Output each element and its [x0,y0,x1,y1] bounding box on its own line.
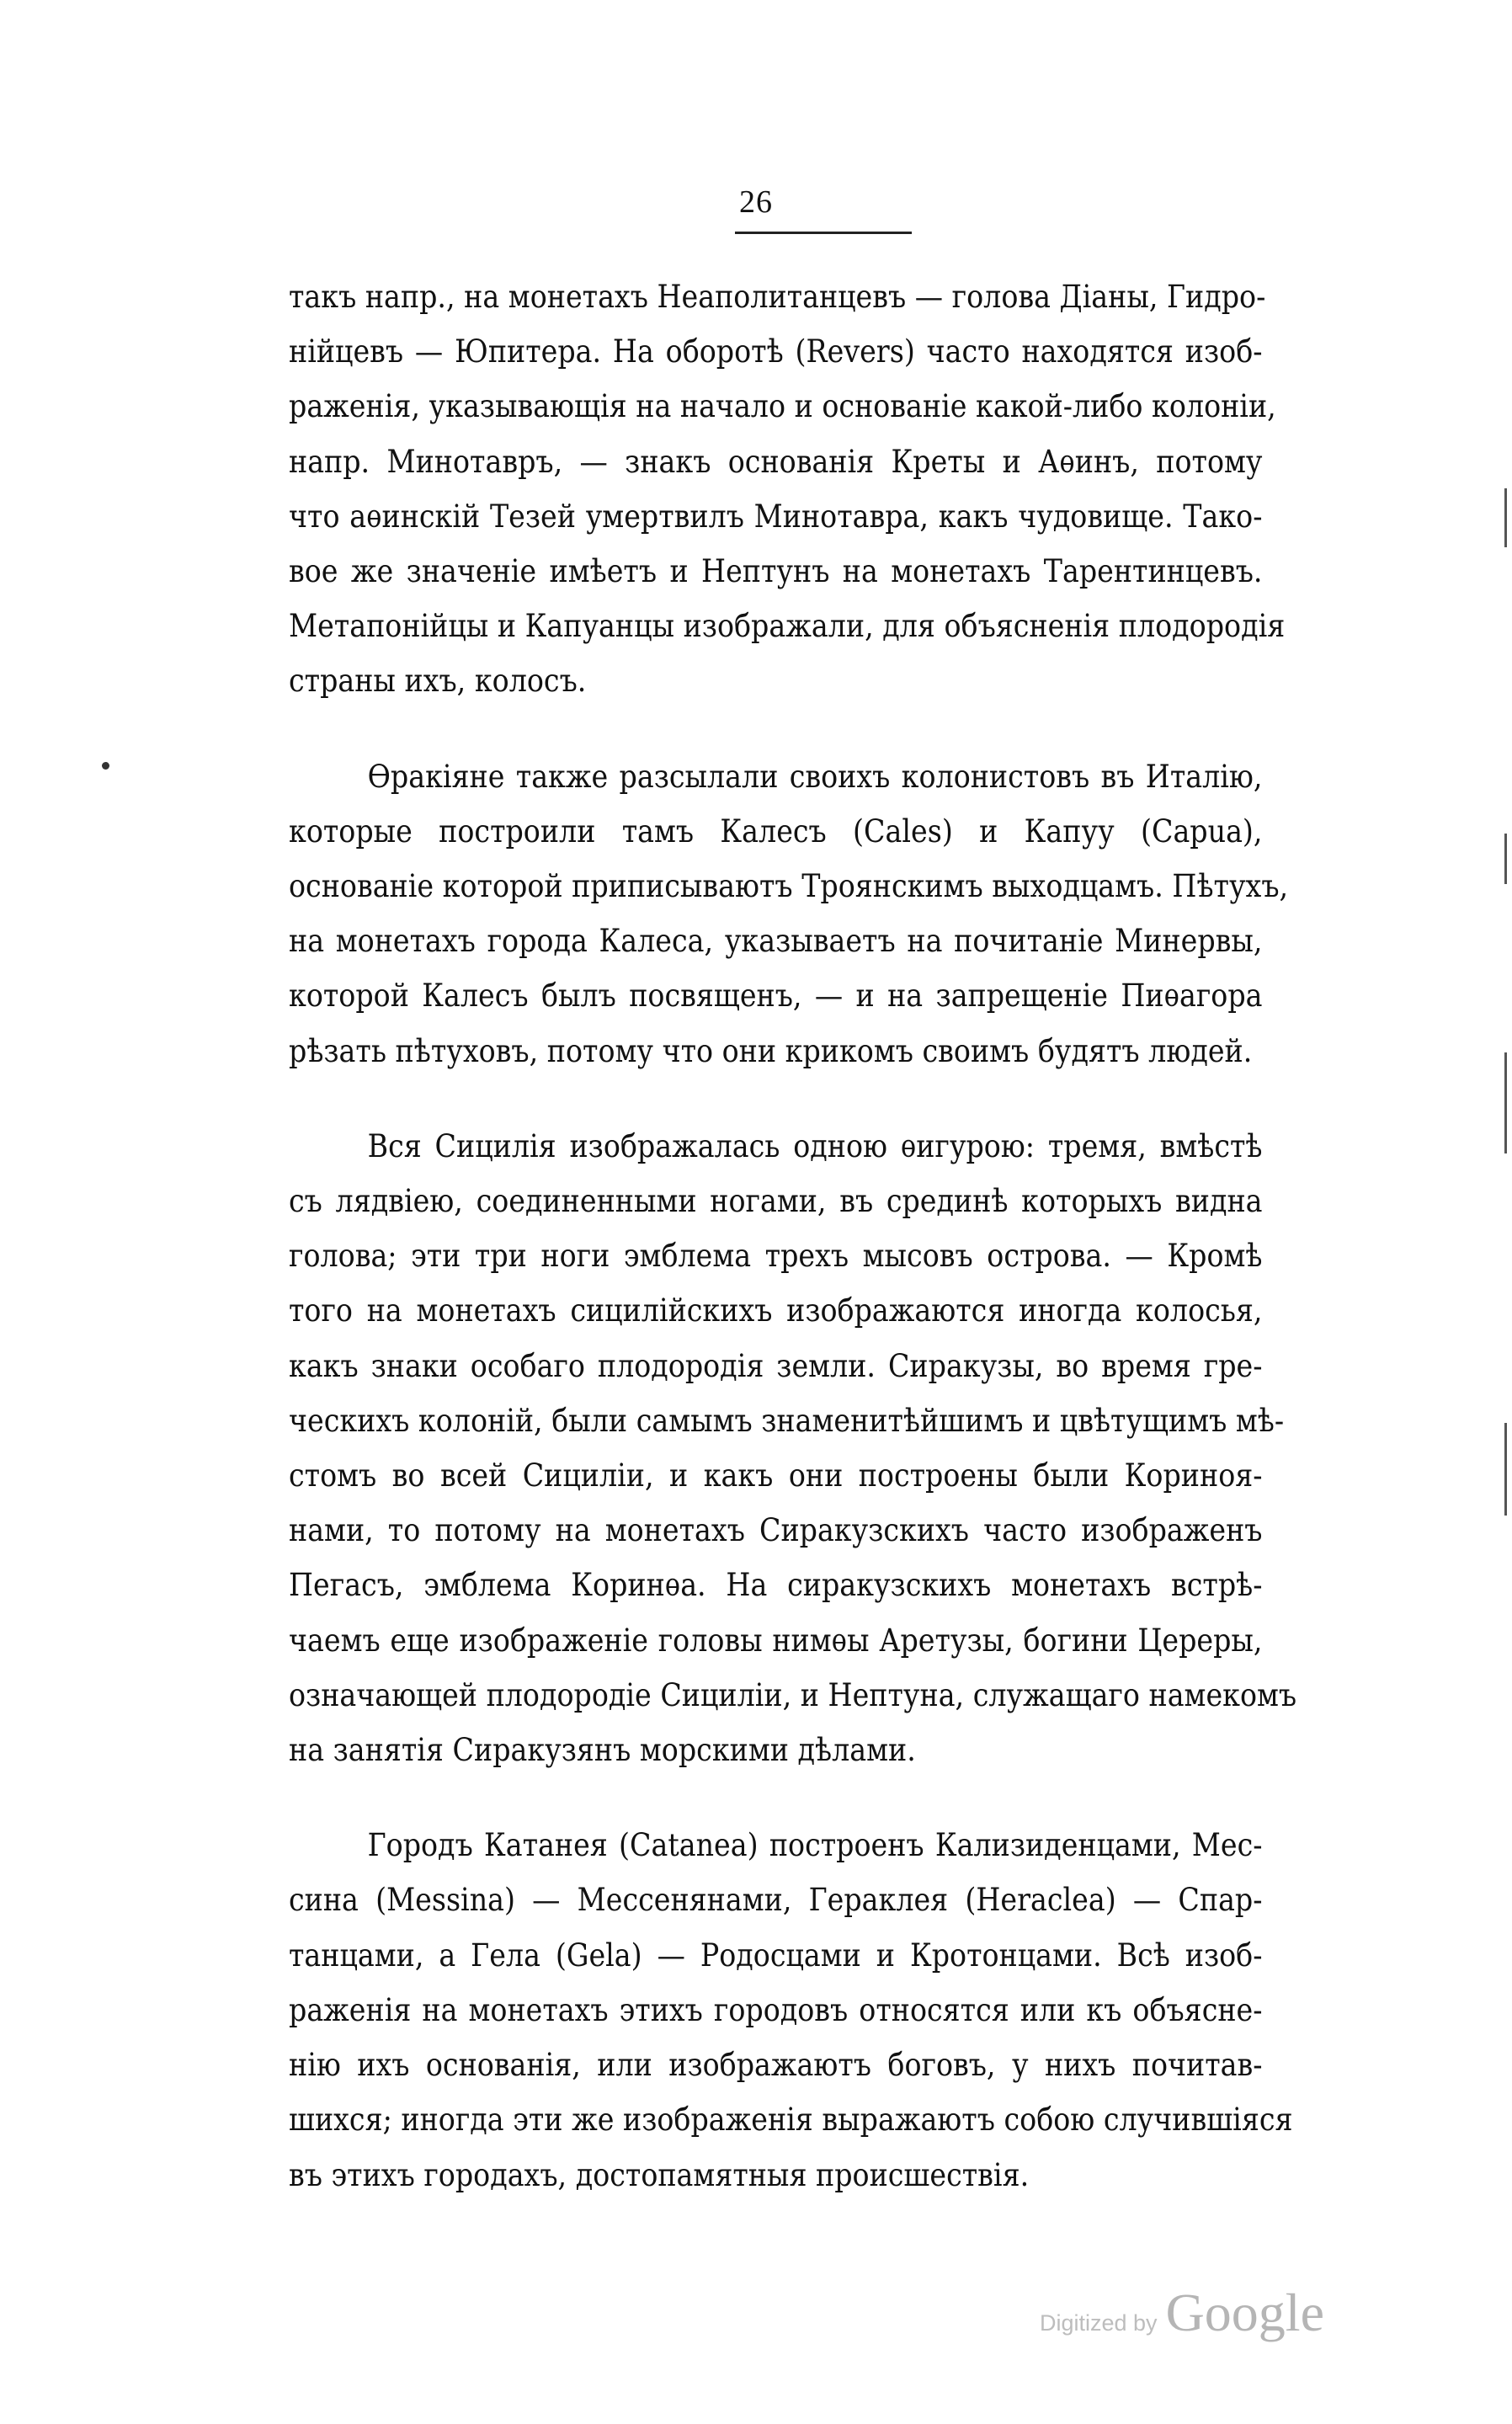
text-line: что аѳинскій Тезей умертвилъ Минотавра, какъ чудовище. Тако- [289,498,1263,535]
text-line: раженія на монетахъ этихъ городовъ относятся или къ объясне- [289,1991,1263,2028]
text-line: на монетахъ города Калеса, указываетъ на почитаніе Минервы, [289,923,1263,960]
text-line: ческихъ колоній, были самымъ знаменитѣйшимъ и цвѣтущимъ мѣ- [289,1402,1285,1439]
text-line: которые построили тамъ Калесъ (Cales) и Капуу (Capua), [289,812,1263,850]
body-text [289,269,1297,2203]
text-line: съ лядвіею, соединенными ногами, въ срединѣ которыхъ видна [289,1183,1263,1220]
text-line: раженія, указывающія на начало и основаніе какой-либо колоніи, [289,388,1276,425]
text-line: въ этихъ городахъ, достопамятныя происшествія. [289,2156,1030,2193]
paragraph [289,1119,1297,1777]
text-line: Пегасъ, эмблема Коринѳа. На сиракузскихъ монетахъ встрѣ- [289,1567,1263,1604]
text-line: Ѳракіяне также разсылали своихъ колонистовъ въ Италію, [367,758,1263,795]
text-line: сина (Messina) — Мессенянами, Гераклея (Heraclea) — Спар- [289,1882,1263,1919]
text-line: танцами, а Гела (Gela) — Родосцами и Кротонцами. Всѣ изоб- [289,1937,1263,1974]
text-line: такъ напр., на монетахъ Неаполитанцевъ — голова Діаны, Гидро- [289,279,1266,315]
text-line: голова; эти три ноги эмблема трехъ мысовъ острова. — Кромѣ [289,1238,1263,1275]
edge-mark [1504,1052,1507,1153]
paragraph [289,1818,1293,2202]
margin-dot [102,762,109,770]
text-line: на занятія Сиракузянъ морскими дѣлами. [289,1732,916,1769]
text-line: стомъ во всей Сициліи, и какъ они построены были Кориноя- [289,1457,1263,1494]
text-line: нами, то потому на монетахъ Сиракузскихъ часто изображенъ [289,1512,1263,1549]
text-line: нійцевъ — Юпитера. На оборотѣ (Revers) часто находятся изоб- [289,333,1263,370]
text-line: Вся Сицилія изображалась одною ѳигурою: тремя, вмѣстѣ [367,1127,1263,1164]
text-line: Метапонійцы и Капуанцы изображали, для объясненія плодородія [289,608,1286,645]
paragraph [289,749,1289,1079]
text-line: которой Калесъ былъ посвященъ, — и на запрещеніе Пиѳагора [289,978,1263,1015]
text-line: основаніе которой приписываютъ Троянскимъ выходцамъ. Пѣтухъ, [289,868,1289,905]
edge-mark [1504,1423,1507,1516]
text-line: рѣзать пѣтуховъ, потому что они крикомъ своимъ будятъ людей. [289,1032,1253,1069]
text-line: Городъ Катанея (Catanea) построенъ Кализиденцами, Мес- [367,1827,1263,1864]
page-number: 26 [739,184,773,220]
text-line: вое же значеніе имѣетъ и Нептунъ на монетахъ Тарентинцевъ. [289,553,1263,590]
text-line: чаемъ еще изображеніе головы нимѳы Аретузы, богини Цереры, [289,1622,1263,1659]
google-logo: Google [1165,2283,1324,2342]
text-line: страны ихъ, колосъ. [289,663,587,700]
digitized-by-label: Digitized by [1040,2310,1158,2336]
text-line: нію ихъ основанія, или изображаютъ боговъ, у нихъ почитав- [289,2047,1263,2084]
header-rule [735,232,912,234]
paragraph [289,269,1286,709]
text-line: означающей плодородіе Сициліи, и Нептуна, служащаго намекомъ [289,1676,1297,1713]
text-line: какъ знаки особаго плодородія земли. Сиракузы, во время гре- [289,1347,1263,1384]
text-line: того на монетахъ сицилійскихъ изображаются иногда колосья, [289,1292,1263,1329]
google-watermark [1040,2282,1324,2344]
edge-mark [1504,834,1507,884]
text-line: напр. Минотавръ, — знакъ основанія Креты и Аѳинъ, потому [289,443,1263,480]
text-line: шихся; иногда эти же изображенія выражаютъ собою случившіяся [289,2102,1293,2139]
edge-mark [1504,488,1507,547]
